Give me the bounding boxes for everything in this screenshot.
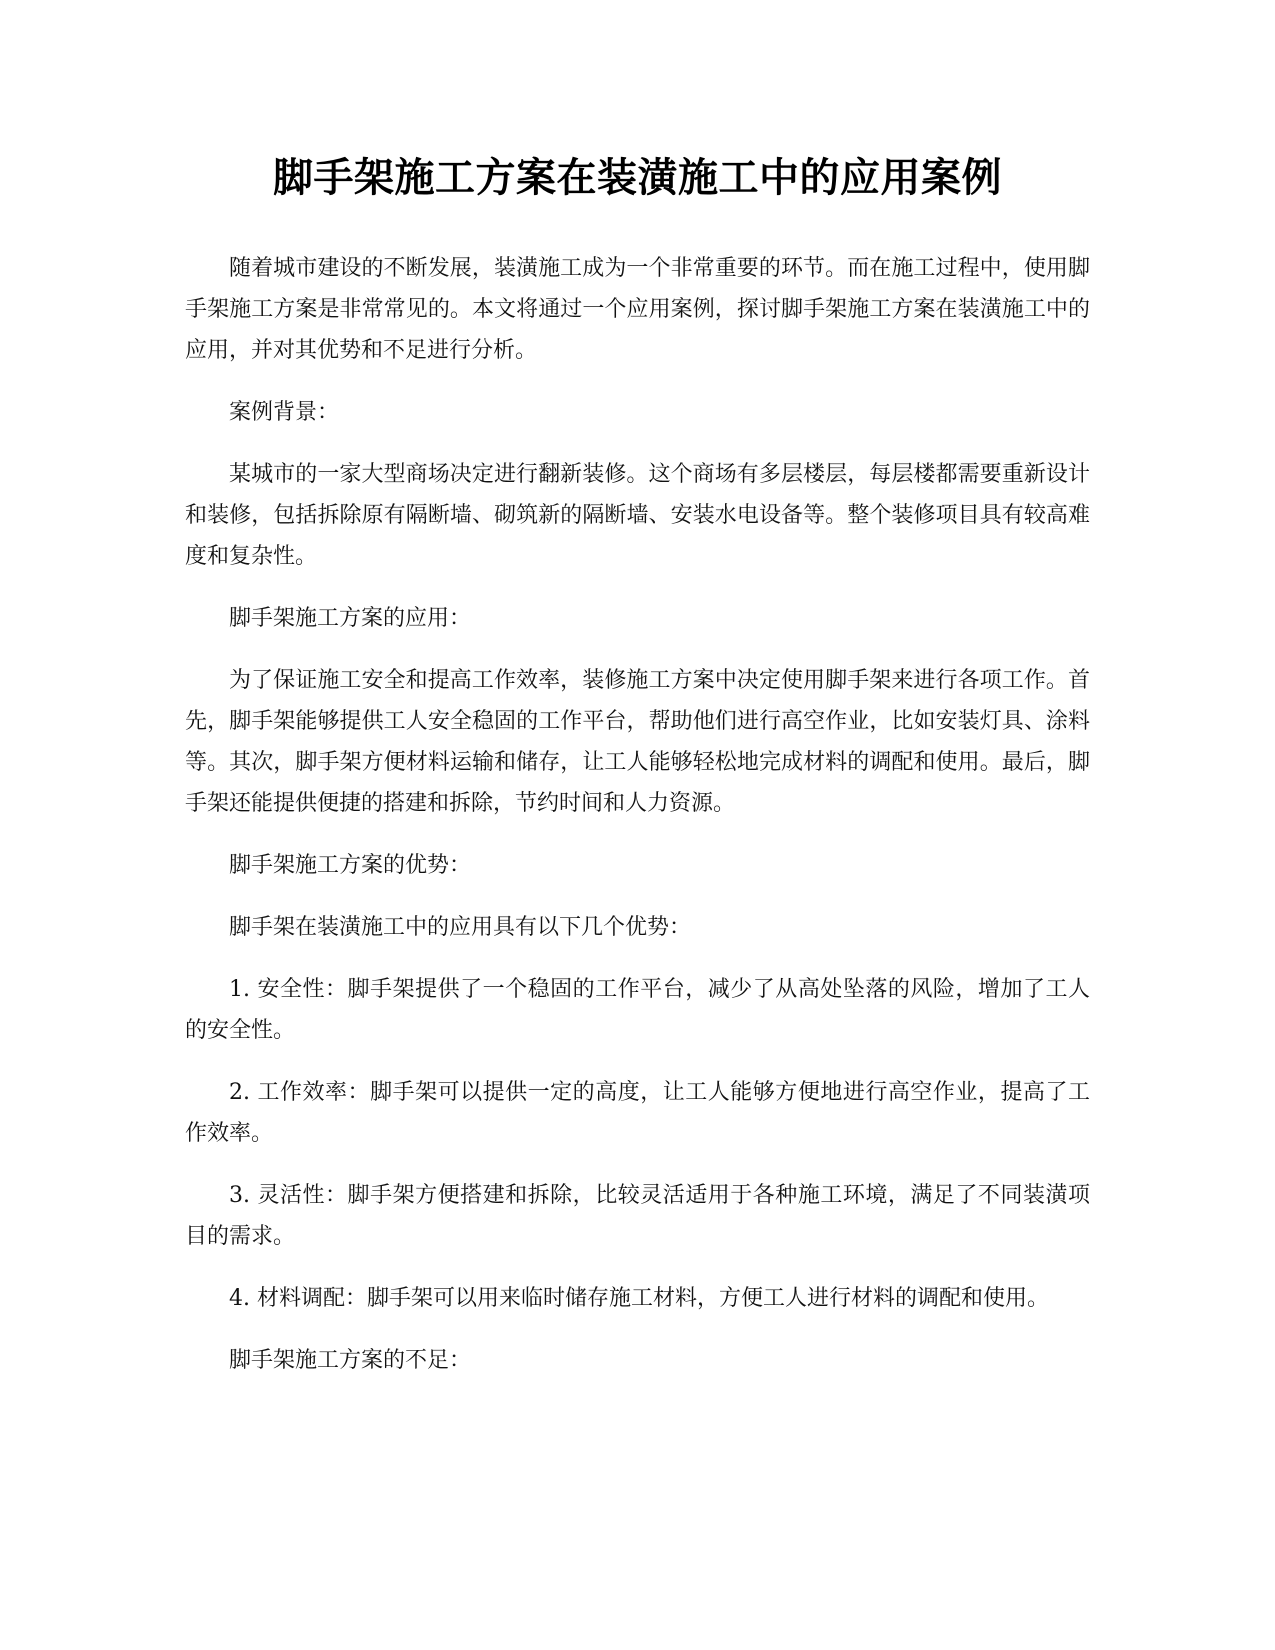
paragraph-application: 为了保证施工安全和提高工作效率，装修施工方案中决定使用脚手架来进行各项工作。首先，脚手架能够提供工人安全稳固的工作平台，帮助他们进行高空作业，比如安装灯具、涂料等。其次，脚手架方便材料运输和储存，让工人能够轻松地完成材料的调配和使用。最后，脚手架还能提供便捷的搭建和拆除，节约时间和人力资源。 (185, 668, 1090, 816)
list-item-efficiency: 2. 工作效率：脚手架可以提供一定的高度，让工人能够方便地进行高空作业，提高了工作效率。 (185, 1080, 1090, 1146)
paragraph-intro: 随着城市建设的不断发展，装潢施工成为一个非常重要的环节。而在施工过程中，使用脚手架施工方案是非常常见的。本文将通过一个应用案例，探讨脚手架施工方案在装潢施工中的应用，并对其优势和不足进行分析。 (185, 256, 1090, 363)
list-item-flexibility: 3. 灵活性：脚手架方便搭建和拆除，比较灵活适用于各种施工环境，满足了不同装潢项目的需求。 (185, 1183, 1090, 1249)
list-item-safety: 1. 安全性：脚手架提供了一个稳固的工作平台，减少了从高处坠落的风险，增加了工人的安全性。 (185, 977, 1090, 1043)
document-title: 脚手架施工方案在装潢施工中的应用案例 (273, 155, 1002, 201)
section-heading-disadvantages: 脚手架施工方案的不足： (229, 1348, 472, 1373)
document-page (185, 150, 1090, 1402)
paragraph-background: 某城市的一家大型商场决定进行翻新装修。这个商场有多层楼层，每层楼都需要重新设计和装修，包括拆除原有隔断墙、砌筑新的隔断墙、安装水电设备等。整个装修项目具有较高难度和复杂性。 (185, 462, 1090, 569)
paragraph-advantages-intro: 脚手架在装潢施工中的应用具有以下几个优势： (229, 915, 692, 940)
list-item-materials: 4. 材料调配：脚手架可以用来临时储存施工材料，方便工人进行材料的调配和使用。 (229, 1286, 1049, 1311)
section-heading-background: 案例背景： (229, 400, 340, 425)
section-heading-advantages: 脚手架施工方案的优势： (229, 853, 472, 878)
section-heading-application: 脚手架施工方案的应用： (229, 606, 472, 631)
